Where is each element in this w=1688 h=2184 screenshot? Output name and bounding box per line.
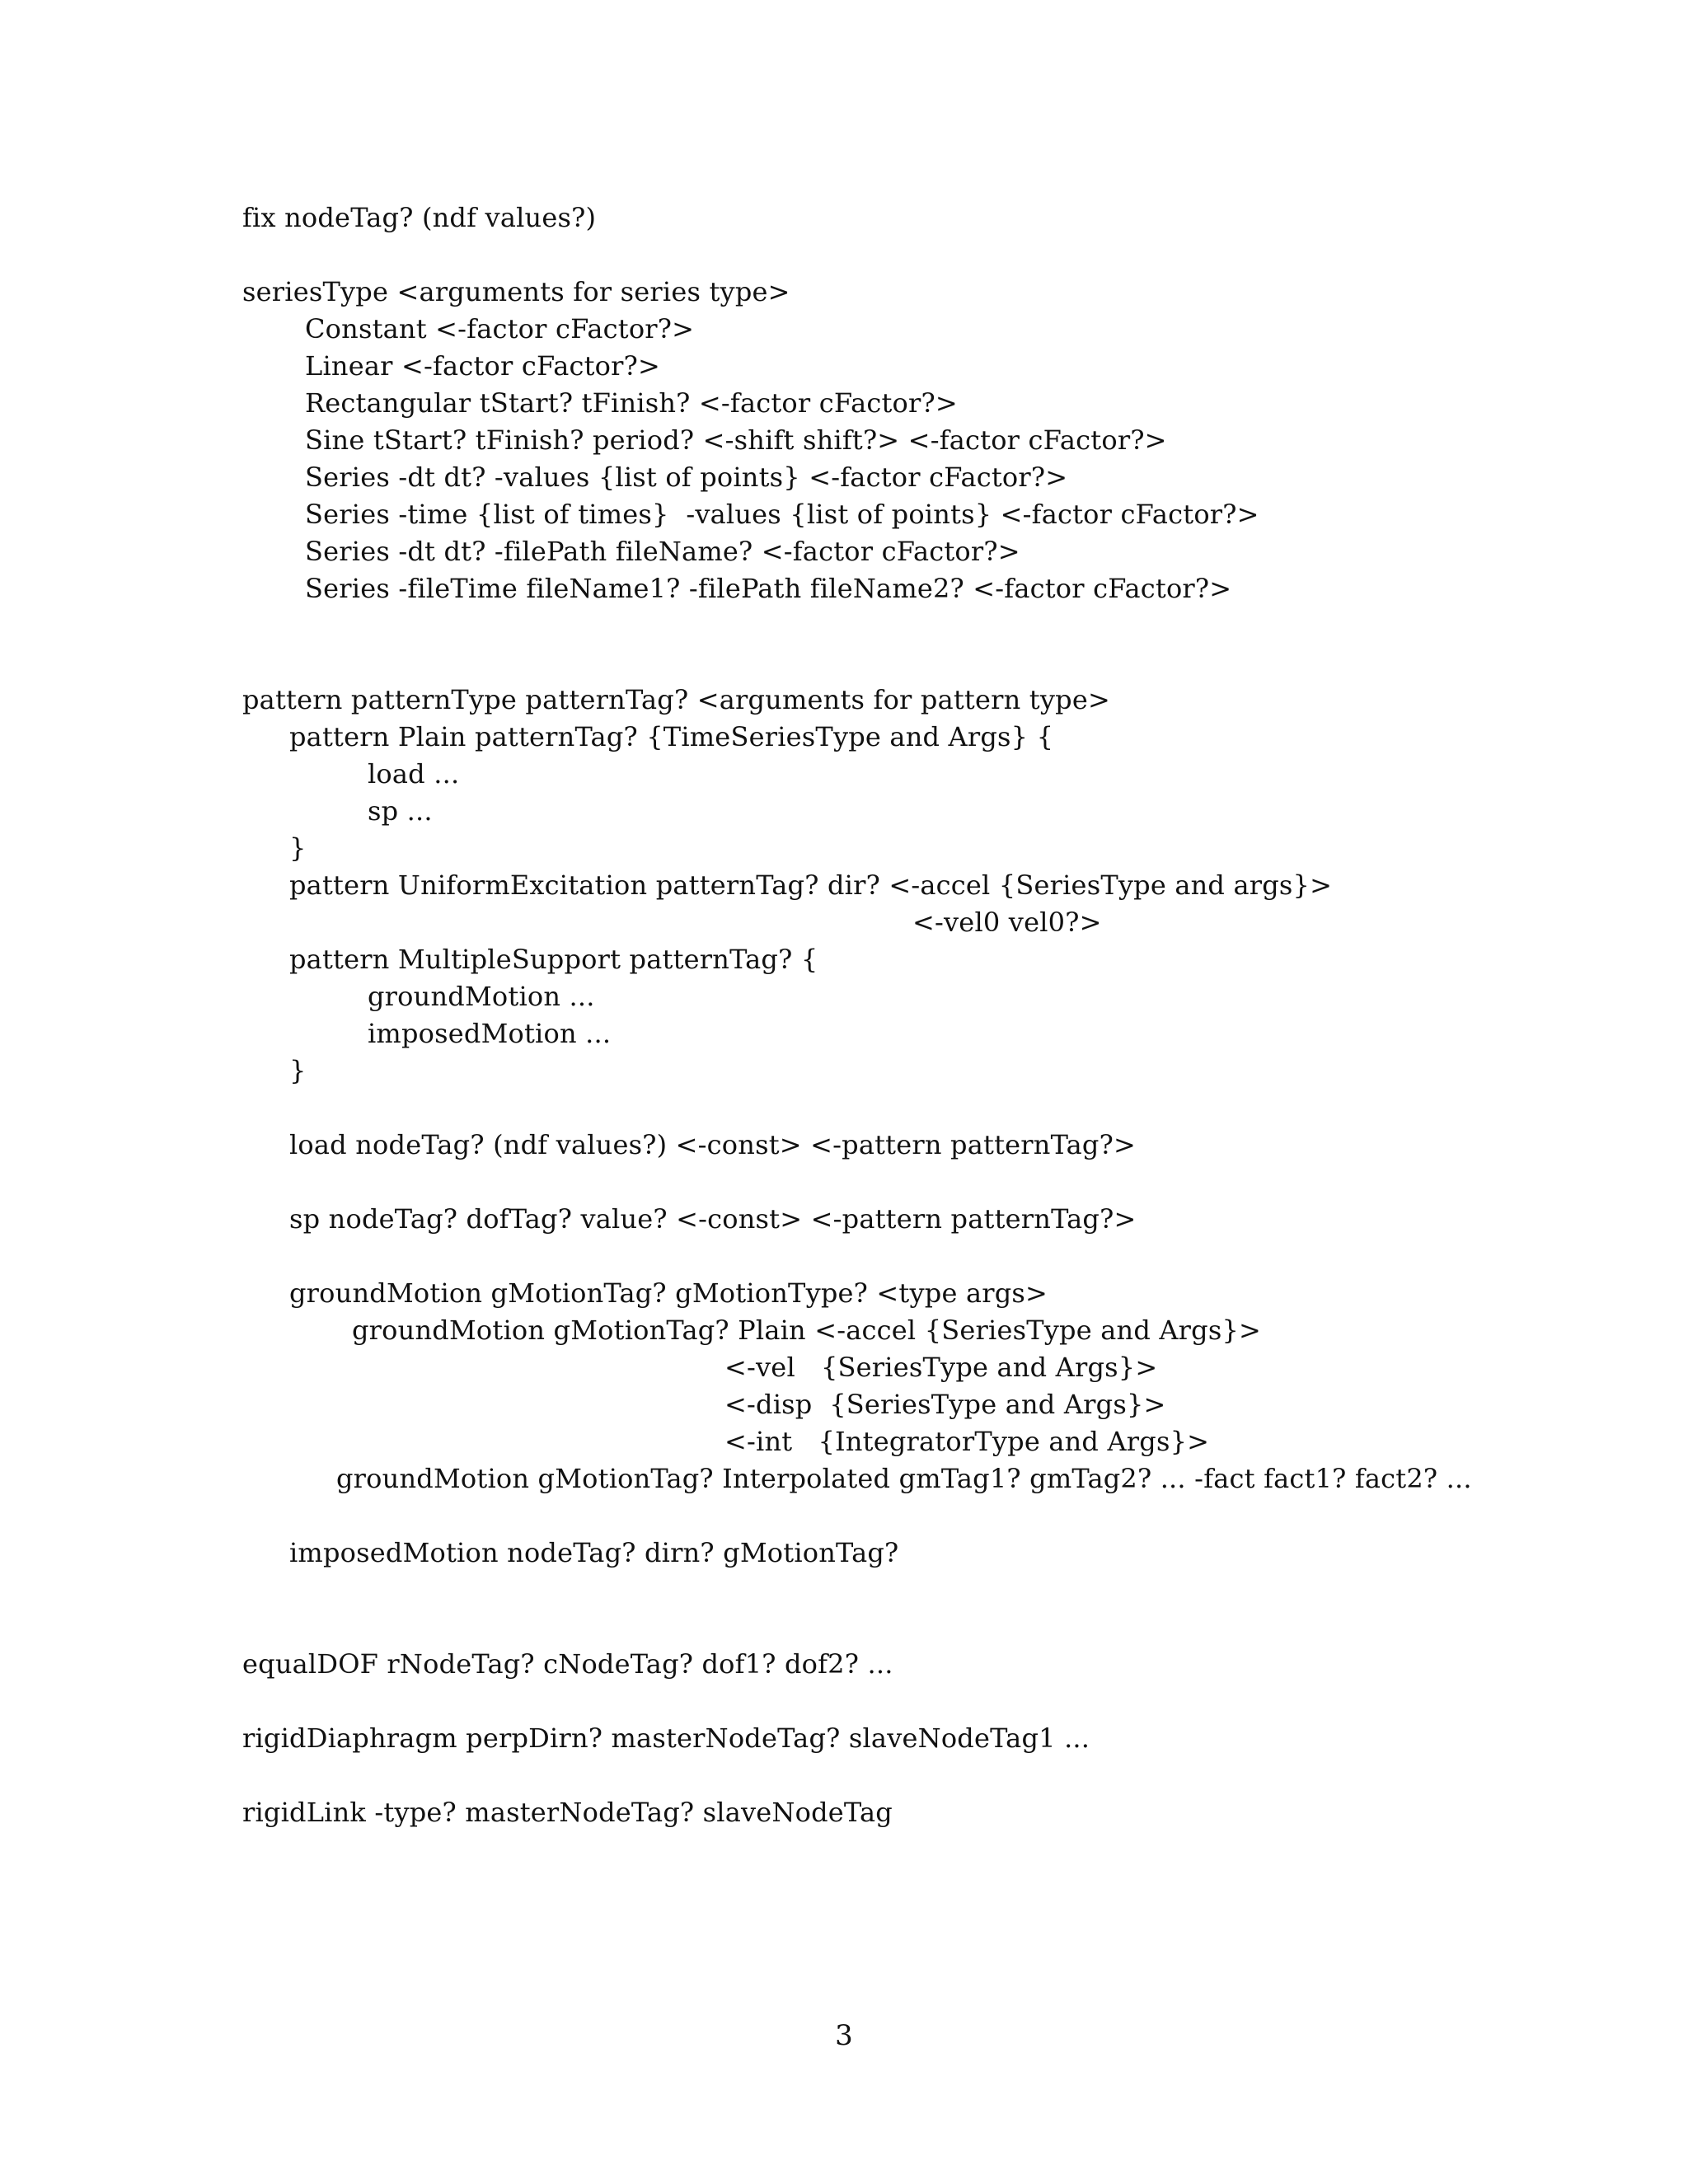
series-item: Rectangular tStart? tFinish? <-factor cFactor?> (305, 387, 958, 419)
pattern-plain-sp: sp ... (368, 795, 433, 827)
pattern-multiple-ground: groundMotion ... (368, 981, 595, 1012)
equal-dof-command: equalDOF rNodeTag? cNodeTag? dof1? dof2? ... (242, 1648, 893, 1680)
ground-motion-int: <-int {IntegratorType and Args}> (724, 1426, 1210, 1457)
pattern-uniform: pattern UniformExcitation patternTag? dir? <-accel {SeriesType and args}> (289, 869, 1333, 901)
pattern-uniform-continuation: <-vel0 vel0?> (912, 907, 1102, 938)
ground-motion-header: groundMotion gMotionTag? gMotionType? <type args> (289, 1277, 1048, 1309)
series-item: Series -time {list of times} -values {list of points} <-factor cFactor?> (305, 499, 1259, 530)
rigid-link-command: rigidLink -type? masterNodeTag? slaveNodeTag (242, 1797, 893, 1828)
load-command: load nodeTag? (ndf values?) <-const> <-pattern patternTag?> (289, 1129, 1136, 1160)
series-item: Constant <-factor cFactor?> (305, 313, 695, 344)
pattern-plain-load: load ... (368, 758, 460, 790)
series-item: Series -dt dt? -values {list of points} <-factor cFactor?> (305, 462, 1068, 493)
series-type-header: seriesType <arguments for series type> (242, 276, 790, 307)
series-item: Series -fileTime fileName1? -filePath fileName2? <-factor cFactor?> (305, 573, 1232, 604)
ground-motion-interpolated: groundMotion gMotionTag? Interpolated gmTag1? gmTag2? ... -fact fact1? fact2? ... (336, 1463, 1472, 1494)
pattern-multiple-close: } (289, 1055, 307, 1086)
ground-motion-vel: <-vel {SeriesType and Args}> (724, 1352, 1158, 1383)
pattern-plain-close: } (289, 832, 307, 864)
ground-motion-plain: groundMotion gMotionTag? Plain <-accel {SeriesType and Args}> (352, 1315, 1262, 1346)
series-item: Sine tStart? tFinish? period? <-shift shift?> <-factor cFactor?> (305, 424, 1167, 456)
pattern-multiple: pattern MultipleSupport patternTag? { (289, 944, 818, 975)
rigid-diaphragm-command: rigidDiaphragm perpDirn? masterNodeTag? slaveNodeTag1 ... (242, 1722, 1090, 1754)
fix-command: fix nodeTag? (ndf values?) (242, 202, 597, 233)
series-item: Linear <-factor cFactor?> (305, 350, 660, 382)
pattern-multiple-imposed: imposedMotion ... (368, 1018, 612, 1049)
series-item: Series -dt dt? -filePath fileName? <-factor cFactor?> (305, 536, 1020, 567)
pattern-plain: pattern Plain patternTag? {TimeSeriesType and Args} { (289, 721, 1054, 752)
imposed-motion-command: imposedMotion nodeTag? dirn? gMotionTag? (289, 1537, 899, 1568)
pattern-header: pattern patternType patternTag? <arguments for pattern type> (242, 684, 1110, 715)
sp-command: sp nodeTag? dofTag? value? <-const> <-pattern patternTag?> (289, 1203, 1137, 1235)
page-number: 3 (835, 2019, 853, 2052)
ground-motion-disp: <-disp {SeriesType and Args}> (724, 1389, 1166, 1420)
